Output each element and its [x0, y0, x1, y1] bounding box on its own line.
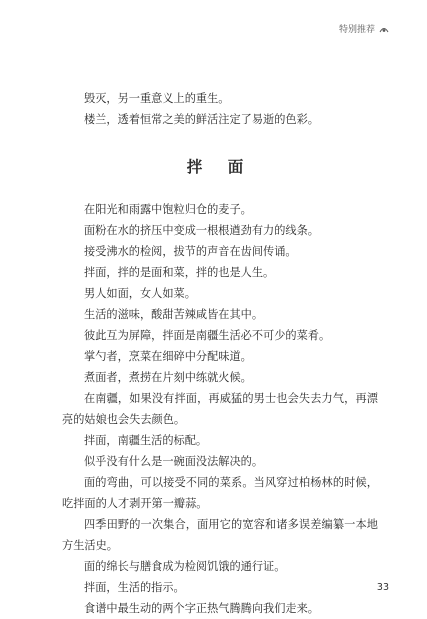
page-content: [62, 88, 378, 619]
section-label: 特别推荐: [338, 25, 375, 35]
intro-paragraph: 楼兰，透着恒常之美的鲜活注定了易逝的色彩。: [84, 113, 319, 126]
page-number: 33: [376, 582, 389, 593]
body-paragraph: 彼此互为屏障，拌面是南疆生活必不可少的菜肴。: [84, 329, 331, 342]
body-paragraph: 四季田野的一次集合，面用它的宽容和诸多误差编纂一本地方生活史。: [62, 518, 378, 552]
body-paragraph: 食谱中最生动的两个字正热气腾腾向我们走来。: [84, 602, 319, 615]
body-paragraph: 在阳光和雨露中饱粒归仓的麦子。: [84, 203, 252, 216]
body-paragraph: 煮面者，煮捞在片刻中练就火候。: [84, 371, 252, 384]
body-paragraph: 似乎没有什么是一碗面没法解决的。: [84, 455, 264, 468]
body-paragraph: 在南疆，如果没有拌面，再威猛的男士也会失去力气，再漂亮的姑娘也会失去颜色。: [62, 392, 378, 426]
body-paragraph: 拌面，拌的是面和菜，拌的也是人生。: [84, 266, 275, 279]
article-title: 拌 面: [186, 157, 254, 176]
body-paragraph: 接受沸水的检阅，拔节的声音在齿间传诵。: [84, 245, 297, 258]
intro-paragraph: 毁灭，另一重意义上的重生。: [84, 92, 230, 105]
body-paragraph: 面粉在水的挤压中变成一根根遒劲有力的线条。: [84, 224, 319, 237]
body-paragraph: 拌面，生活的指示。: [84, 581, 185, 594]
body-paragraph: 拌面，南疆生活的标配。: [84, 434, 208, 447]
body-paragraph: 面的弯曲，可以接受不同的菜系。当风穿过柏杨林的时候，吃拌面的人才剥开第一瓣蒜。: [62, 476, 378, 510]
body-paragraph: 掌勺者，烹菜在细碎中分配味道。: [84, 350, 252, 363]
body-paragraph: 生活的滋味，酸甜苦辣咸皆在其中。: [84, 308, 264, 321]
running-header: [339, 22, 389, 35]
body-paragraph: 男人如面，女人如菜。: [84, 287, 196, 300]
ornament-icon: [379, 24, 389, 34]
body-paragraph: 面的绵长与膳食成为检阅饥饿的通行证。: [84, 560, 286, 573]
